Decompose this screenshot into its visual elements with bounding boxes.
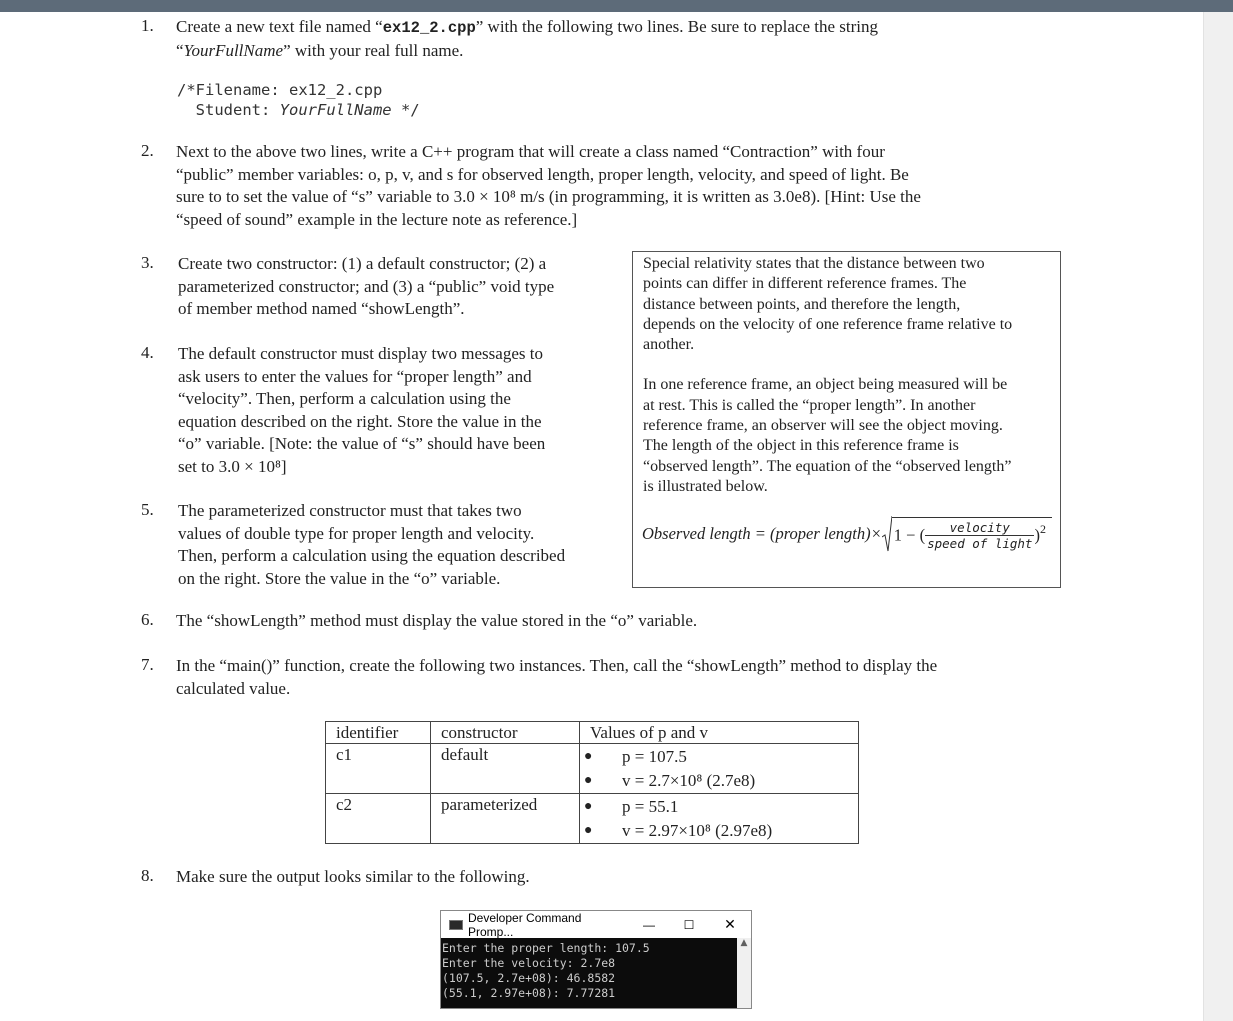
scroll-up-icon[interactable]: ▲: [740, 938, 748, 948]
bullet-icon: ●: [584, 799, 593, 814]
relativity-info-box: Special relativity states that the distance between two points can differ in different reference frames. The distance between points, and therefore the length, depends on the velocity of one reference frame relative to another. In one reference frame, an object being measured will be at rest. This is called the “proper length”. In another reference frame, an observer will see the object moving. The length of the object in this reference frame is “observed length”. The equation of the “observed length” is illustrated below.: [632, 251, 1061, 588]
console-scrollbar[interactable]: [737, 938, 751, 1008]
item-number-8: 8.: [141, 866, 154, 885]
console-title-bar: [441, 911, 751, 938]
item-3-text: Create two constructor: (1) a default constructor; (2) a parameterized constructor; and (3) a “public” void type of member method named “showLength”.: [178, 254, 555, 318]
item-6-text: The “showLength” method must display the value stored in the “o” variable.: [176, 611, 698, 630]
code-block: /*Filename: ex12_2.cpp Student: YourFullName */: [177, 81, 420, 119]
bullet-icon: ●: [584, 823, 593, 838]
console-window: [440, 910, 752, 1009]
table-cell: [580, 744, 859, 794]
item-5-text: The parameterized constructor must that takes two values of double type for proper length and velocity. Then, perform a calculation using the equation described on the right. Store the value in the “o” variable.: [178, 501, 566, 588]
item-7-text: In the “main()” function, create the following two instances. Then, call the “showLength” method to display the calculated value.: [176, 656, 938, 698]
console-title: Developer Command Promp...: [468, 910, 582, 939]
scrollbar-track[interactable]: [1203, 12, 1233, 1021]
sqrt-radical-icon: [882, 515, 892, 553]
minimize-icon[interactable]: —: [643, 917, 655, 932]
item-8-text: Make sure the output looks similar to the following.: [176, 867, 530, 886]
item-number-2: 2.: [141, 141, 154, 160]
table-header: constructor: [431, 722, 580, 744]
bullet-icon: ●: [584, 749, 593, 764]
list-item: ● p = 107.5: [584, 747, 687, 766]
window-top-bar: [0, 0, 1233, 12]
table-header: identifier: [326, 722, 431, 744]
item-1-text: Create a new text file named “ex12_2.cpp” with the following two lines. Be sure to replace the string “YourFullName” with your real full name.: [176, 17, 878, 60]
list-item: ● v = 2.97×10⁸ (2.97e8): [584, 821, 773, 840]
velocity-fraction: velocity speed of light: [927, 520, 1033, 551]
item-number-4: 4.: [141, 343, 154, 362]
table-cell: parameterized: [431, 794, 580, 844]
table-row: [326, 744, 859, 794]
item-number-7: 7.: [141, 655, 154, 674]
table-header: Values of p and v: [580, 722, 859, 744]
console-output: Enter the proper length: 107.5 Enter the velocity: 2.7e8 (107.5, 2.7e+08): 46.8582 (55.1, 2.97e+08): 7.77281: [442, 941, 650, 1000]
item-number-3: 3.: [141, 253, 154, 272]
item-number-1: 1.: [141, 16, 154, 35]
table-row: [326, 794, 859, 844]
table-header-row: [326, 722, 859, 744]
item-number-6: 6.: [141, 610, 154, 629]
table-cell: c1: [326, 744, 431, 794]
observed-length-equation: Observed length = (proper length)× 1 − ( velocity speed of light )$^2$: [642, 515, 1052, 553]
item-2-text: Next to the above two lines, write a C++ program that will create a class named “Contraction” with four “public” member variables: o, p, v, and s for observed length, proper length, velocity, and speed of light. Be sure to to set the value of “s” variable to 3.0 × 10⁸ m/s (in programming, it is written as 3.0e8). [Hint: Use the “speed of sound” example in the lecture note as reference.]: [176, 142, 921, 229]
instances-table: [325, 721, 859, 844]
list-item: ● v = 2.7×10⁸ (2.7e8): [584, 771, 756, 790]
table-cell: default: [431, 744, 580, 794]
list-item: ● p = 55.1: [584, 797, 679, 816]
console-app-icon: [449, 920, 463, 930]
bullet-icon: ●: [584, 773, 593, 788]
table-cell: [580, 794, 859, 844]
item-number-5: 5.: [141, 500, 154, 519]
close-icon[interactable]: ✕: [724, 916, 736, 932]
filename-code: ex12_2.cpp: [382, 19, 476, 37]
maximize-icon[interactable]: ☐: [683, 917, 695, 932]
table-cell: c2: [326, 794, 431, 844]
item-4-text: The default constructor must display two messages to ask users to enter the values for “proper length” and “velocity”. Then, perform a calculation using the equation described on the right. Store the value in the “o” variable. [Note: the value of “s” should have been set to 3.0 × 10⁸]: [178, 344, 546, 476]
sqrt-content: 1 − ( velocity speed of light )$^2$: [892, 517, 1052, 551]
